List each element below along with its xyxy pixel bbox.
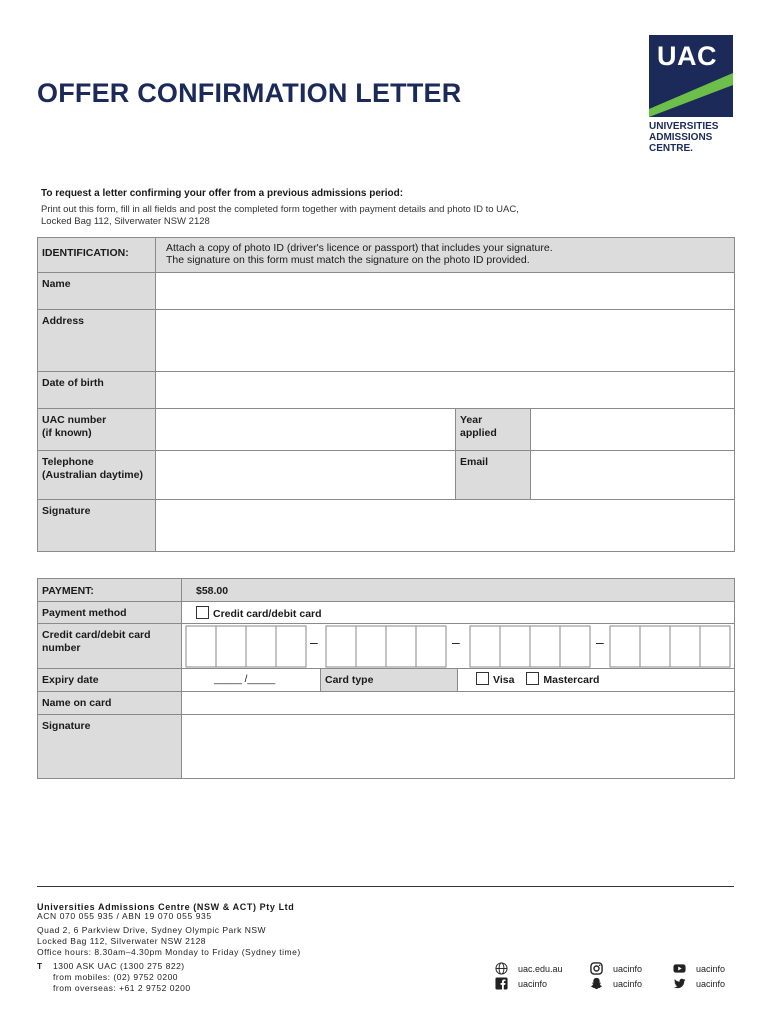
footer-divider [37,886,734,887]
footer-snapchat[interactable]: uacinfo [590,977,642,990]
card-digit-box-4[interactable] [276,626,306,667]
identification-table [37,237,735,552]
facebook-icon [495,977,508,990]
card-digit-box-5[interactable] [326,626,356,667]
card-digit-box-13[interactable] [610,626,640,667]
year-applied-label: Year applied [456,409,531,451]
name-field[interactable] [156,273,735,310]
logo-subtitle: UNIVERSITIES ADMISSIONS CENTRE. [649,121,719,154]
instagram-icon [590,962,603,975]
card-type-label: Card type [321,669,458,692]
telephone-label: Telephone (Australian daytime) [38,451,156,500]
uac-number-field[interactable] [156,409,456,451]
twitter-icon [673,977,686,990]
year-applied-field[interactable] [531,409,735,451]
card-number-label: Credit card/debit card number [38,624,182,669]
footer-org: Universities Admissions Centre (NSW & ACT) Pty Ltd [37,902,295,912]
expiry-label: Expiry date [38,669,182,692]
card-digit-box-16[interactable] [700,626,730,667]
footer-acn: ACN 070 055 935 / ABN 19 070 055 935 [37,911,212,921]
credit-card-checkbox[interactable] [196,606,209,619]
card-digit-box-14[interactable] [640,626,670,667]
payment-amount: $58.00 [182,579,735,602]
card-digit-box-11[interactable] [530,626,560,667]
signature-field[interactable] [156,500,735,552]
footer-web[interactable]: uac.edu.au [495,962,563,975]
card-digit-box-9[interactable] [470,626,500,667]
uac-number-label: UAC number (if known) [38,409,156,451]
logo-wordmark: UAC [657,41,717,71]
card-number-field[interactable] [182,624,735,669]
card-dash-2: – [452,634,460,650]
footer-twitter[interactable]: uacinfo [673,977,725,990]
name-label: Name [38,273,156,310]
mastercard-checkbox[interactable] [526,672,539,685]
payment-method-option: Credit card/debit card [182,602,735,624]
card-digit-box-2[interactable] [216,626,246,667]
email-field[interactable] [531,451,735,500]
payment-method-label: Payment method [38,602,182,624]
footer-instagram[interactable]: uacinfo [590,962,642,975]
card-digit-box-3[interactable] [246,626,276,667]
footer-facebook[interactable]: uacinfo [495,977,547,990]
payment-header: PAYMENT: [38,579,182,602]
page-title: OFFER CONFIRMATION LETTER [37,78,462,108]
intro-body: Print out this form, fill in all fields and post the completed form together with payment details and photo ID to UAC, Locked Bag 112, Silverwater NSW 2128 [41,204,519,227]
card-digit-box-12[interactable] [560,626,590,667]
expiry-field[interactable]: _____ /_____ [182,669,321,692]
footer-address: Quad 2, 6 Parkview Drive, Sydney Olympic Park NSW Locked Bag 112, Silverwater NSW 2128 Office hours: 8.30am–4.30pm Monday to Friday (Sydney time) [37,925,301,957]
uac-logo [649,35,733,117]
card-dash-1: – [310,634,318,650]
signature-label: Signature [38,500,156,552]
payment-signature-field[interactable] [182,715,735,779]
globe-icon [495,962,508,975]
email-label: Email [456,451,531,500]
payment-table [37,578,735,779]
snapchat-icon [590,977,603,990]
payment-signature-label: Signature [38,715,182,779]
name-on-card-label: Name on card [38,692,182,715]
youtube-icon [673,962,686,975]
card-digit-box-6[interactable] [356,626,386,667]
card-type-options: Visa Mastercard [458,669,735,692]
footer-youtube[interactable]: uacinfo [673,962,725,975]
identification-header: IDENTIFICATION: [38,238,156,273]
card-digit-box-8[interactable] [416,626,446,667]
card-digit-box-1[interactable] [186,626,216,667]
address-field[interactable] [156,310,735,372]
visa-checkbox[interactable] [476,672,489,685]
card-dash-3: – [596,634,604,650]
card-digit-box-15[interactable] [670,626,700,667]
identification-note: Attach a copy of photo ID (driver's licence or passport) that includes your signature. The signature on this form must match the signature on the photo ID provided. [156,238,735,273]
dob-label: Date of birth [38,372,156,409]
dob-field[interactable] [156,372,735,409]
card-digit-box-7[interactable] [386,626,416,667]
telephone-field[interactable] [156,451,456,500]
address-label: Address [38,310,156,372]
name-on-card-field[interactable] [182,692,735,715]
intro-heading: To request a letter confirming your offer from a previous admissions period: [41,188,404,199]
card-digit-box-10[interactable] [500,626,530,667]
